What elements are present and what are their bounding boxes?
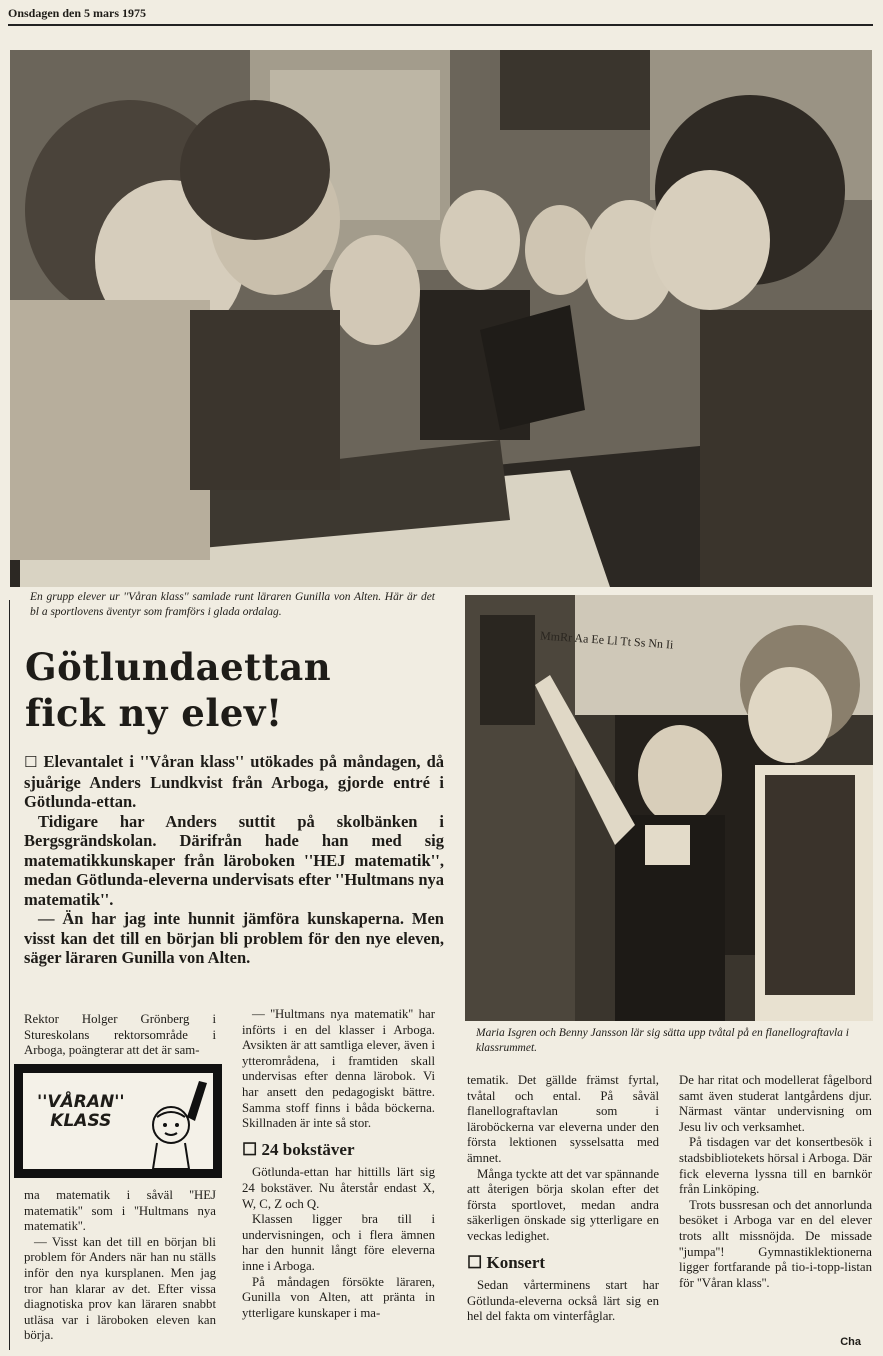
col2-paragraph-2: Götlunda-ettan har hittills lärt sig 24 bokstäver. Nu återstår endast X, W, C, Z och Q.	[242, 1165, 435, 1211]
col3-paragraph-2: Många tyckte att det var spännande att återigen börja skolan efter det första sportlovet, medan andra säkerligen önskade sig ytterligare en veckas ledighet.	[467, 1166, 659, 1243]
lead-paragraph-1: ☐ Elevantalet i ''Våran klass'' utökades på måndagen, då sjuårige Anders Lundkvist från Arboga, gjorde entré i Götlunda-ettan.	[24, 752, 445, 811]
col4-paragraph-3: Trots bussresan och det annorlunda besöket i Arboga var en del elever trots allt missnöjda. De missade ''jumpa''! Gymnastiklektionerna ligger fortfarande på tio-i-topp-listan för ''Våran klass''.	[679, 1197, 872, 1290]
right-photo	[465, 595, 873, 1021]
subhead-konsert: ☐ Konsert	[467, 1252, 546, 1272]
column-3	[467, 1073, 659, 1325]
lead-text	[24, 752, 444, 968]
col4-paragraph-2: På tisdagen var det konsertbesök i stadsbibliotekets hörsal i Arboga. Där fick eleverna lyssna till en barnkör från Linköping.	[679, 1135, 872, 1197]
top-rule	[8, 24, 873, 26]
lead-paragraph-3: — Än har jag inte hunnit jämföra kunskaperna. Men visst kan det till en början bli problem för den nye eleven, säger läraren Gunilla von Alten.	[24, 909, 444, 967]
col1-paragraph-3: — Visst kan det till en början bli problem för Anders när han nu ställs inför den nya kursplanen. Men jag tror han klarar av det. Efter vissa diagnotiska prov kan läraren snabbt utläsa var i läroboken eleven kan börja.	[24, 1234, 216, 1343]
dateline: Onsdagen den 5 mars 1975	[8, 6, 147, 20]
col4-paragraph-1: De har ritat och modellerat fågelbord samt även studerat lantgårdens djur. Närmast väntar undervisning om Jesu liv och verksamhet.	[679, 1073, 872, 1134]
box-bullet: ☐	[24, 753, 38, 771]
left-border	[9, 600, 10, 1350]
right-photo-caption: Maria Isgren och Benny Jansson lär sig sätta upp tvåtal på en flanellograftavla i klassrummet.	[476, 1027, 849, 1054]
board-letters: MmRr Aa Ee Ll Tt Ss Nn Ii	[539, 628, 674, 652]
subhead-24-bokstaver: ☐ 24 bokstäver	[242, 1139, 355, 1159]
top-photo	[10, 50, 872, 587]
column-1-top	[24, 1012, 216, 1059]
varan-klass-logo	[14, 1064, 222, 1178]
column-4	[679, 1073, 872, 1291]
col2-paragraph-1: — ''Hultmans nya matematik'' har införts i en del klasser i Arboga. Avsikten är att samtliga elever, även i ytterområdena, i framtiden skall undervisas efter denna lärobok. Vi har ansett den pedagogiskt bättre. Samma stoff finns i båda böckerna. Skillnaden är inte så stor.	[242, 1007, 435, 1131]
col3-paragraph-3: Sedan vårterminens start har Götlunda-eleverna också lärt sig en hel del fakta om vinterfåglar.	[467, 1278, 659, 1324]
col3-paragraph-1: tematik. Det gällde främst fyrtal, tvåtal och ental. På såväl flanellograftavlan som i läroböckerna var eleverna under den första lektionen sysselsatta med ämnet.	[467, 1073, 659, 1165]
column-2	[242, 1007, 435, 1321]
headline-line-1: Götlundaettan	[25, 645, 332, 689]
col1-paragraph-1: Rektor Holger Grönberg i Stureskolans rektorsområde i Arboga, poängterar att det är sam-	[24, 1012, 216, 1058]
headline-line-2: fick ny elev!	[25, 691, 283, 735]
col2-paragraph-4: På måndagen försökte läraren, Gunilla von Alten, att pränta in ytterligare kunskaper i ma-	[242, 1274, 435, 1320]
cartoon-figure-icon	[127, 1077, 215, 1173]
column-1-bottom	[24, 1188, 216, 1344]
lead-paragraph-2: Tidigare har Anders suttit på skolbänken i Bergsgrändskolan. Därifrån hade han med sig matematikkunskaper från läroboken ''HEJ matematik'', medan Götlunda-eleverna undervisats efter ''Hultmans nya matematik''.	[24, 811, 444, 909]
logo-text: ''VÅRAN'' KLASS	[37, 1092, 125, 1131]
top-photo-caption: En grupp elever ur ''Våran klass'' samlade runt läraren Gunilla von Alten. Här är det bl a sportlovens äventyr som framförs i glada ordalag.	[30, 591, 435, 618]
author-signature: Cha	[840, 1336, 861, 1348]
col1-paragraph-2: ma matematik i såväl ''HEJ matematik'' som i ''Hultmans nya matematik''.	[24, 1188, 216, 1234]
col2-paragraph-3: Klassen ligger bra till i undervisningen, och i flera ämnen har den hunnit långt före eleverna inne i Arboga.	[242, 1212, 435, 1273]
headline	[25, 644, 455, 736]
